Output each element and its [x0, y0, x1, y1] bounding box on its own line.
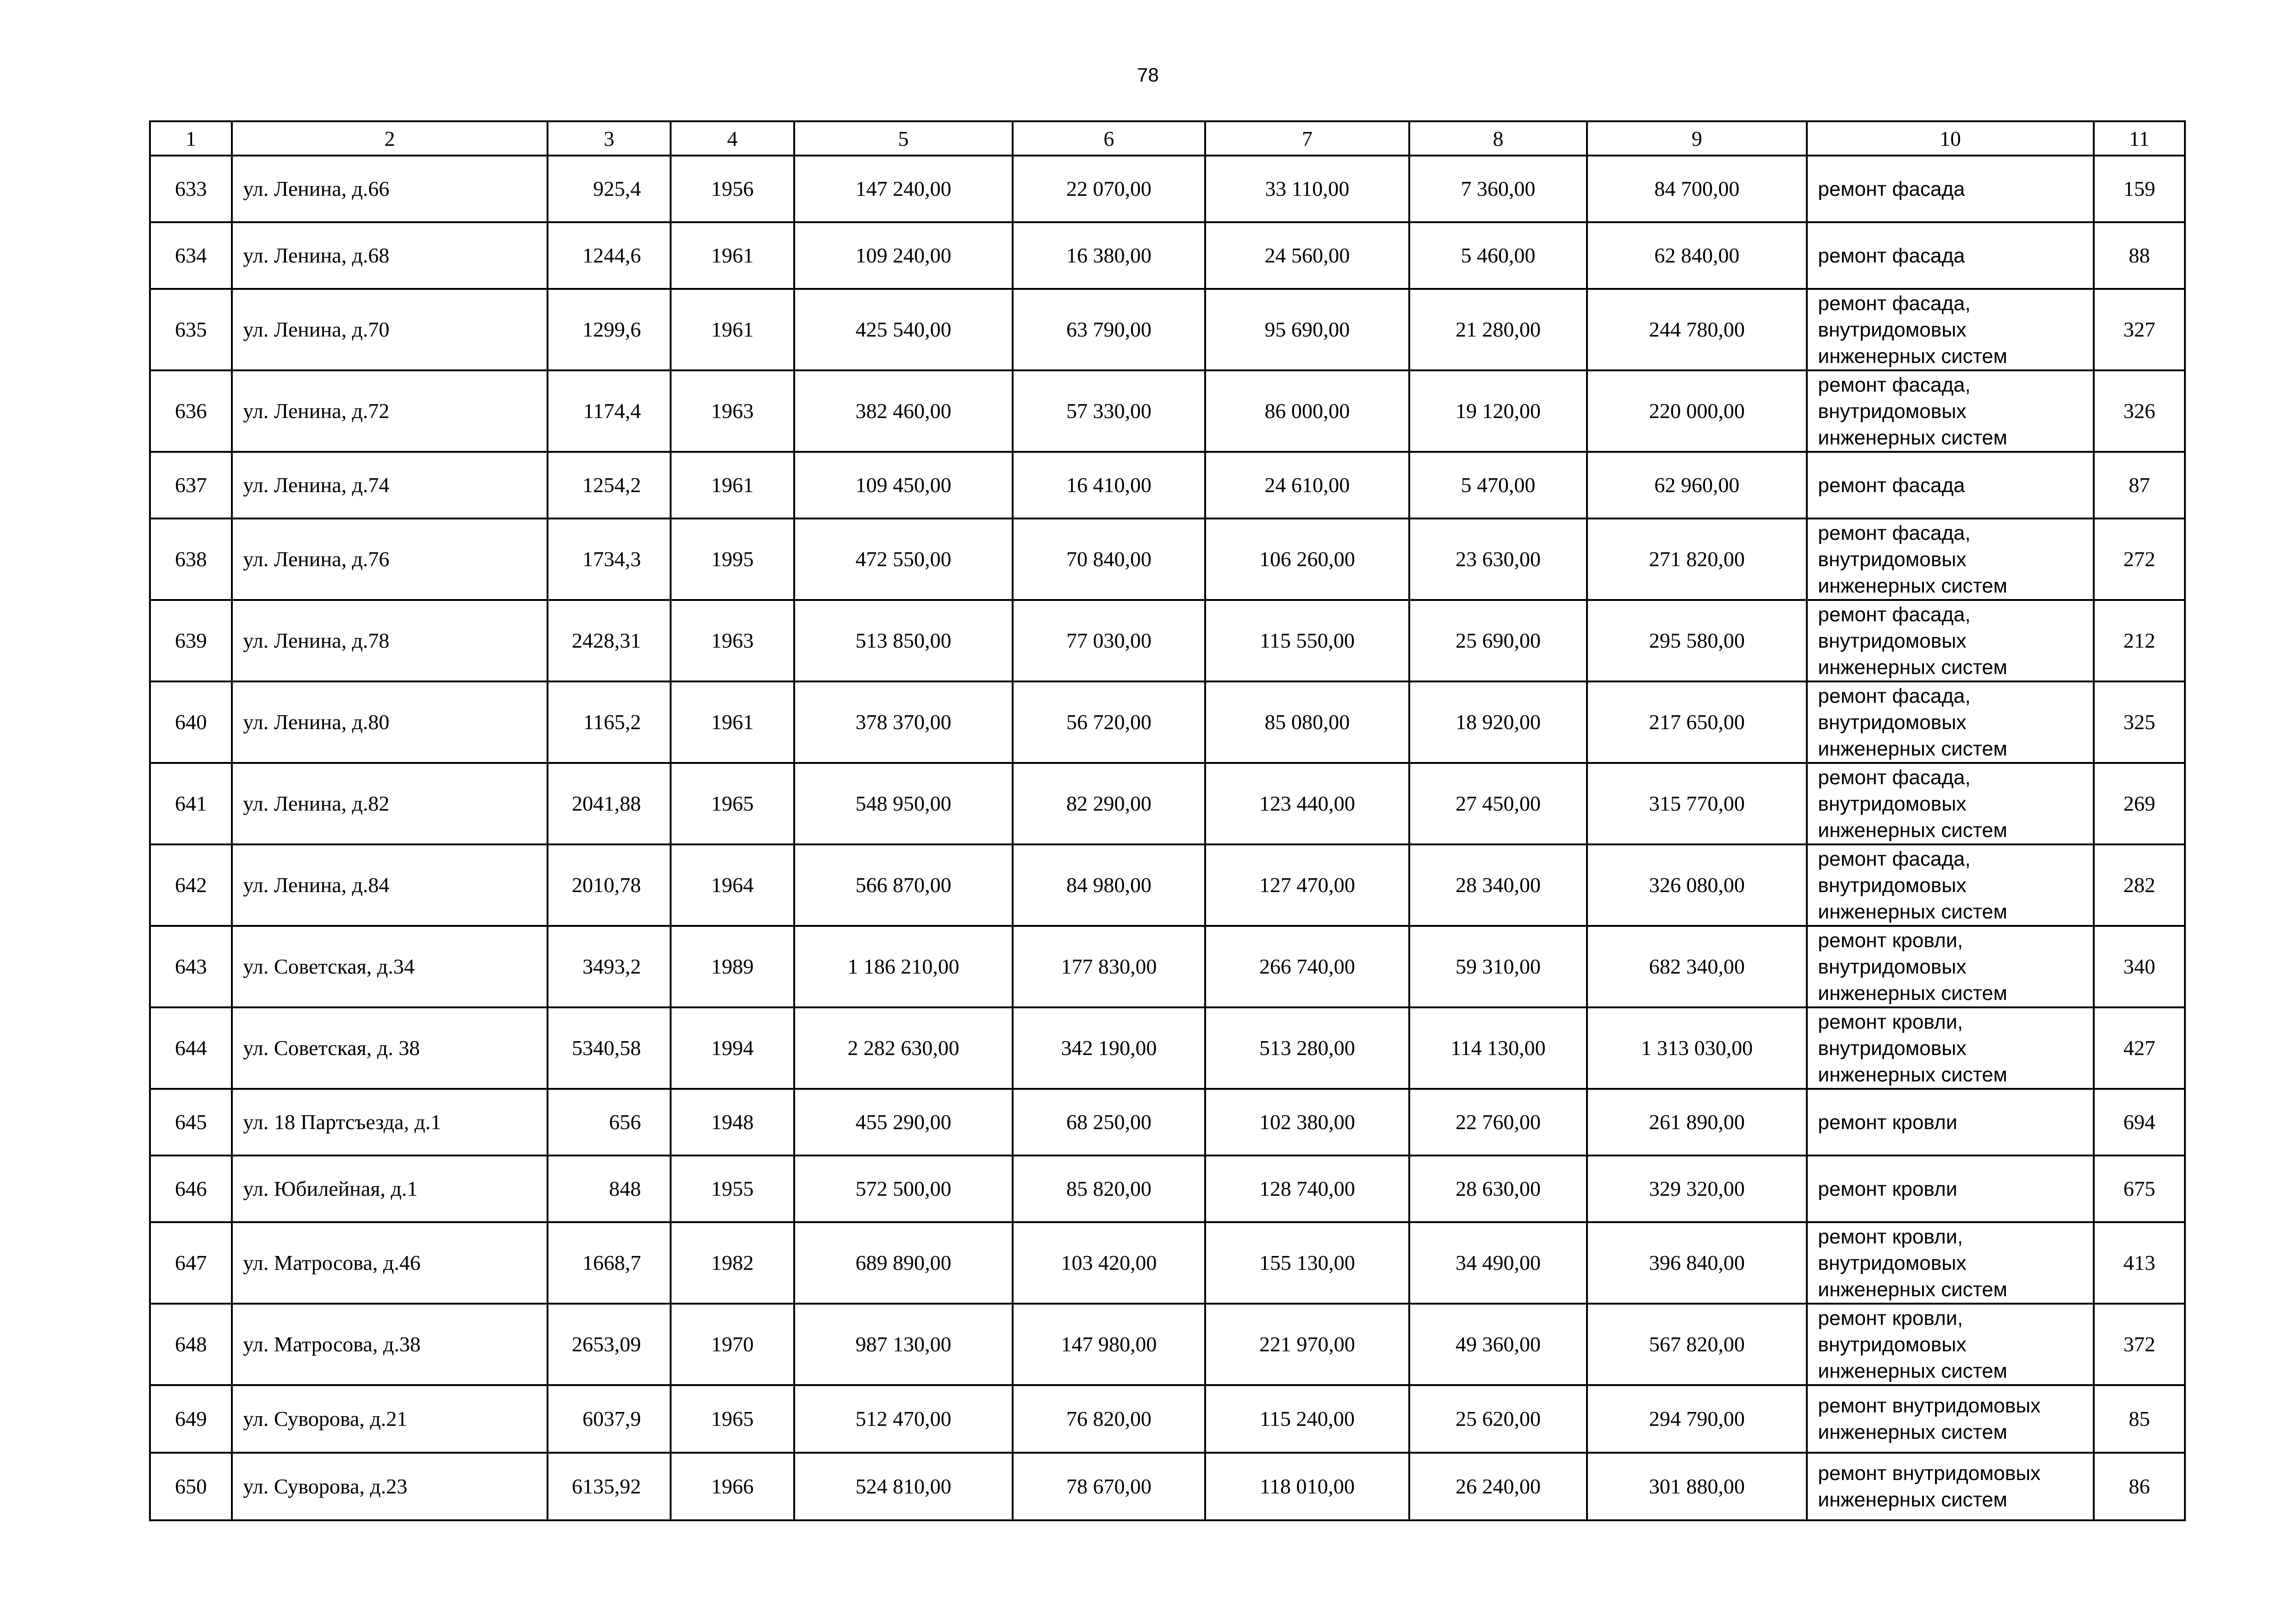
cost-col-9: 220 000,00: [1587, 370, 1807, 452]
row-number: 649: [150, 1385, 232, 1453]
year-built: 1956: [671, 156, 794, 222]
cost-col-8: 21 280,00: [1409, 289, 1587, 370]
row-number: 640: [150, 681, 232, 763]
cost-col-6: 82 290,00: [1013, 763, 1205, 844]
address: ул. Ленина, д.70: [232, 289, 548, 370]
year-built: 1961: [671, 222, 794, 289]
cost-col-8: 59 310,00: [1409, 926, 1587, 1007]
cost-col-6: 57 330,00: [1013, 370, 1205, 452]
row-number: 650: [150, 1453, 232, 1520]
area: 848: [548, 1156, 671, 1222]
work-type: ремонт кровли: [1807, 1156, 2094, 1222]
work-type: ремонт фасада, внутридомовых инженерных систем: [1807, 370, 2094, 452]
work-type: ремонт кровли, внутридомовых инженерных систем: [1807, 1007, 2094, 1089]
cost-col-8: 18 920,00: [1409, 681, 1587, 763]
col-11-value: 85: [2094, 1385, 2185, 1453]
cost-col-9: 261 890,00: [1587, 1089, 1807, 1156]
column-header: 7: [1205, 121, 1409, 156]
cost-col-9: 315 770,00: [1587, 763, 1807, 844]
cost-col-6: 78 670,00: [1013, 1453, 1205, 1520]
table-row: [150, 600, 2185, 681]
work-type: ремонт фасада: [1807, 452, 2094, 518]
cost-col-9: 396 840,00: [1587, 1222, 1807, 1304]
total-cost: 472 550,00: [794, 518, 1013, 600]
col-11-value: 413: [2094, 1222, 2185, 1304]
column-header: 6: [1013, 121, 1205, 156]
cost-col-7: 123 440,00: [1205, 763, 1409, 844]
work-type: ремонт кровли, внутридомовых инженерных систем: [1807, 926, 2094, 1007]
cost-col-7: 102 380,00: [1205, 1089, 1409, 1156]
address: ул. Юбилейная, д.1: [232, 1156, 548, 1222]
cost-col-6: 56 720,00: [1013, 681, 1205, 763]
area: 1299,6: [548, 289, 671, 370]
table-row: [150, 763, 2185, 844]
year-built: 1995: [671, 518, 794, 600]
cost-col-6: 77 030,00: [1013, 600, 1205, 681]
cost-col-8: 28 630,00: [1409, 1156, 1587, 1222]
col-11-value: 269: [2094, 763, 2185, 844]
address: ул. Ленина, д.74: [232, 452, 548, 518]
total-cost: 1 186 210,00: [794, 926, 1013, 1007]
cost-col-7: 85 080,00: [1205, 681, 1409, 763]
total-cost: 425 540,00: [794, 289, 1013, 370]
year-built: 1964: [671, 844, 794, 926]
area: 3493,2: [548, 926, 671, 1007]
cost-col-8: 25 690,00: [1409, 600, 1587, 681]
work-type: ремонт фасада: [1807, 222, 2094, 289]
year-built: 1965: [671, 1385, 794, 1453]
table-row: [150, 1304, 2185, 1385]
table-row: [150, 1453, 2185, 1520]
work-type: ремонт внутридомовых инженерных систем: [1807, 1385, 2094, 1453]
cost-col-7: 24 610,00: [1205, 452, 1409, 518]
work-type: ремонт фасада, внутридомовых инженерных систем: [1807, 681, 2094, 763]
total-cost: 689 890,00: [794, 1222, 1013, 1304]
cost-col-6: 22 070,00: [1013, 156, 1205, 222]
year-built: 1966: [671, 1453, 794, 1520]
cost-col-8: 26 240,00: [1409, 1453, 1587, 1520]
col-11-value: 372: [2094, 1304, 2185, 1385]
table-row: [150, 1156, 2185, 1222]
total-cost: 987 130,00: [794, 1304, 1013, 1385]
cost-col-6: 63 790,00: [1013, 289, 1205, 370]
cost-col-7: 95 690,00: [1205, 289, 1409, 370]
table-row: [150, 681, 2185, 763]
cost-col-9: 294 790,00: [1587, 1385, 1807, 1453]
cost-col-7: 115 550,00: [1205, 600, 1409, 681]
total-cost: 455 290,00: [794, 1089, 1013, 1156]
address: ул. Ленина, д.68: [232, 222, 548, 289]
address: ул. Ленина, д.78: [232, 600, 548, 681]
cost-col-9: 62 960,00: [1587, 452, 1807, 518]
year-built: 1965: [671, 763, 794, 844]
work-type: ремонт кровли, внутридомовых инженерных систем: [1807, 1222, 2094, 1304]
cost-col-9: 301 880,00: [1587, 1453, 1807, 1520]
cost-col-8: 114 130,00: [1409, 1007, 1587, 1089]
cost-col-7: 115 240,00: [1205, 1385, 1409, 1453]
address: ул. Советская, д. 38: [232, 1007, 548, 1089]
cost-col-6: 147 980,00: [1013, 1304, 1205, 1385]
col-11-value: 694: [2094, 1089, 2185, 1156]
address: ул. Матросова, д.46: [232, 1222, 548, 1304]
table-row: [150, 452, 2185, 518]
cost-col-8: 27 450,00: [1409, 763, 1587, 844]
cost-col-6: 85 820,00: [1013, 1156, 1205, 1222]
cost-col-9: 682 340,00: [1587, 926, 1807, 1007]
row-number: 643: [150, 926, 232, 1007]
cost-col-8: 28 340,00: [1409, 844, 1587, 926]
column-header: 5: [794, 121, 1013, 156]
cost-col-6: 103 420,00: [1013, 1222, 1205, 1304]
year-built: 1961: [671, 681, 794, 763]
col-11-value: 327: [2094, 289, 2185, 370]
col-11-value: 212: [2094, 600, 2185, 681]
area: 2653,09: [548, 1304, 671, 1385]
cost-col-7: 106 260,00: [1205, 518, 1409, 600]
col-11-value: 326: [2094, 370, 2185, 452]
col-11-value: 325: [2094, 681, 2185, 763]
total-cost: 2 282 630,00: [794, 1007, 1013, 1089]
cost-col-6: 76 820,00: [1013, 1385, 1205, 1453]
address: ул. Ленина, д.84: [232, 844, 548, 926]
total-cost: 382 460,00: [794, 370, 1013, 452]
cost-col-8: 34 490,00: [1409, 1222, 1587, 1304]
address: ул. 18 Партсъезда, д.1: [232, 1089, 548, 1156]
address: ул. Матросова, д.38: [232, 1304, 548, 1385]
col-11-value: 282: [2094, 844, 2185, 926]
year-built: 1994: [671, 1007, 794, 1089]
row-number: 642: [150, 844, 232, 926]
column-header: 9: [1587, 121, 1807, 156]
row-number: 636: [150, 370, 232, 452]
cost-col-8: 22 760,00: [1409, 1089, 1587, 1156]
total-cost: 566 870,00: [794, 844, 1013, 926]
year-built: 1948: [671, 1089, 794, 1156]
year-built: 1961: [671, 452, 794, 518]
work-type: ремонт внутридомовых инженерных систем: [1807, 1453, 2094, 1520]
work-type: ремонт фасада, внутридомовых инженерных систем: [1807, 600, 2094, 681]
cost-col-9: 329 320,00: [1587, 1156, 1807, 1222]
area: 925,4: [548, 156, 671, 222]
row-number: 633: [150, 156, 232, 222]
area: 1254,2: [548, 452, 671, 518]
row-number: 639: [150, 600, 232, 681]
cost-col-7: 86 000,00: [1205, 370, 1409, 452]
col-11-value: 675: [2094, 1156, 2185, 1222]
area: 1174,4: [548, 370, 671, 452]
area: 6037,9: [548, 1385, 671, 1453]
area: 2010,78: [548, 844, 671, 926]
cost-col-9: 84 700,00: [1587, 156, 1807, 222]
cost-col-8: 7 360,00: [1409, 156, 1587, 222]
column-header: 3: [548, 121, 671, 156]
cost-col-9: 326 080,00: [1587, 844, 1807, 926]
row-number: 635: [150, 289, 232, 370]
cost-col-6: 16 410,00: [1013, 452, 1205, 518]
cost-col-6: 84 980,00: [1013, 844, 1205, 926]
address: ул. Ленина, д.76: [232, 518, 548, 600]
area: 656: [548, 1089, 671, 1156]
column-header: 1: [150, 121, 232, 156]
address: ул. Ленина, д.82: [232, 763, 548, 844]
table-row: [150, 1222, 2185, 1304]
cost-col-7: 513 280,00: [1205, 1007, 1409, 1089]
row-number: 646: [150, 1156, 232, 1222]
total-cost: 524 810,00: [794, 1453, 1013, 1520]
table-row: [150, 156, 2185, 222]
row-number: 648: [150, 1304, 232, 1385]
row-number: 634: [150, 222, 232, 289]
address: ул. Суворова, д.21: [232, 1385, 548, 1453]
page-number: 78: [1137, 64, 1159, 86]
cost-col-6: 70 840,00: [1013, 518, 1205, 600]
col-11-value: 86: [2094, 1453, 2185, 1520]
cost-col-7: 155 130,00: [1205, 1222, 1409, 1304]
cost-col-7: 24 560,00: [1205, 222, 1409, 289]
col-11-value: 340: [2094, 926, 2185, 1007]
table-row: [150, 844, 2185, 926]
total-cost: 572 500,00: [794, 1156, 1013, 1222]
table-row: [150, 289, 2185, 370]
year-built: 1989: [671, 926, 794, 1007]
work-type: ремонт фасада, внутридомовых инженерных систем: [1807, 763, 2094, 844]
cost-col-7: 127 470,00: [1205, 844, 1409, 926]
cost-col-7: 221 970,00: [1205, 1304, 1409, 1385]
cost-col-9: 295 580,00: [1587, 600, 1807, 681]
column-header: 2: [232, 121, 548, 156]
year-built: 1963: [671, 370, 794, 452]
col-11-value: 272: [2094, 518, 2185, 600]
cost-col-6: 342 190,00: [1013, 1007, 1205, 1089]
cost-col-6: 177 830,00: [1013, 926, 1205, 1007]
total-cost: 109 450,00: [794, 452, 1013, 518]
row-number: 641: [150, 763, 232, 844]
table-row: [150, 926, 2185, 1007]
table-row: [150, 518, 2185, 600]
cost-col-6: 68 250,00: [1013, 1089, 1205, 1156]
cost-col-8: 23 630,00: [1409, 518, 1587, 600]
cost-col-9: 244 780,00: [1587, 289, 1807, 370]
total-cost: 378 370,00: [794, 681, 1013, 763]
cost-col-7: 266 740,00: [1205, 926, 1409, 1007]
repair-schedule-table: [149, 120, 2186, 1521]
table-row: [150, 1007, 2185, 1089]
total-cost: 109 240,00: [794, 222, 1013, 289]
total-cost: 512 470,00: [794, 1385, 1013, 1453]
cost-col-8: 49 360,00: [1409, 1304, 1587, 1385]
address: ул. Ленина, д.72: [232, 370, 548, 452]
work-type: ремонт фасада: [1807, 156, 2094, 222]
work-type: ремонт фасада, внутридомовых инженерных систем: [1807, 844, 2094, 926]
work-type: ремонт кровли, внутридомовых инженерных систем: [1807, 1304, 2094, 1385]
work-type: ремонт фасада, внутридомовых инженерных систем: [1807, 518, 2094, 600]
table-row: [150, 222, 2185, 289]
area: 1244,6: [548, 222, 671, 289]
col-11-value: 159: [2094, 156, 2185, 222]
year-built: 1955: [671, 1156, 794, 1222]
area: 2041,88: [548, 763, 671, 844]
row-number: 638: [150, 518, 232, 600]
col-11-value: 88: [2094, 222, 2185, 289]
table-row: [150, 1089, 2185, 1156]
total-cost: 513 850,00: [794, 600, 1013, 681]
table-row: [150, 370, 2185, 452]
cost-col-8: 5 470,00: [1409, 452, 1587, 518]
cost-col-6: 16 380,00: [1013, 222, 1205, 289]
cost-col-7: 118 010,00: [1205, 1453, 1409, 1520]
area: 6135,92: [548, 1453, 671, 1520]
total-cost: 548 950,00: [794, 763, 1013, 844]
column-header: 11: [2094, 121, 2185, 156]
area: 1734,3: [548, 518, 671, 600]
column-header: 4: [671, 121, 794, 156]
cost-col-8: 5 460,00: [1409, 222, 1587, 289]
cost-col-9: 271 820,00: [1587, 518, 1807, 600]
cost-col-7: 128 740,00: [1205, 1156, 1409, 1222]
cost-col-9: 567 820,00: [1587, 1304, 1807, 1385]
year-built: 1961: [671, 289, 794, 370]
year-built: 1982: [671, 1222, 794, 1304]
column-number-header-row: [150, 121, 2185, 156]
area: 2428,31: [548, 600, 671, 681]
column-header: 10: [1807, 121, 2094, 156]
total-cost: 147 240,00: [794, 156, 1013, 222]
col-11-value: 427: [2094, 1007, 2185, 1089]
year-built: 1970: [671, 1304, 794, 1385]
cost-col-9: 62 840,00: [1587, 222, 1807, 289]
row-number: 637: [150, 452, 232, 518]
address: ул. Ленина, д.66: [232, 156, 548, 222]
address: ул. Советская, д.34: [232, 926, 548, 1007]
area: 1668,7: [548, 1222, 671, 1304]
area: 5340,58: [548, 1007, 671, 1089]
address: ул. Суворова, д.23: [232, 1453, 548, 1520]
address: ул. Ленина, д.80: [232, 681, 548, 763]
row-number: 644: [150, 1007, 232, 1089]
year-built: 1963: [671, 600, 794, 681]
cost-col-8: 25 620,00: [1409, 1385, 1587, 1453]
row-number: 645: [150, 1089, 232, 1156]
cost-col-7: 33 110,00: [1205, 156, 1409, 222]
row-number: 647: [150, 1222, 232, 1304]
column-header: 8: [1409, 121, 1587, 156]
work-type: ремонт фасада, внутридомовых инженерных систем: [1807, 289, 2094, 370]
cost-col-9: 217 650,00: [1587, 681, 1807, 763]
cost-col-9: 1 313 030,00: [1587, 1007, 1807, 1089]
work-type: ремонт кровли: [1807, 1089, 2094, 1156]
table-row: [150, 1385, 2185, 1453]
col-11-value: 87: [2094, 452, 2185, 518]
area: 1165,2: [548, 681, 671, 763]
cost-col-8: 19 120,00: [1409, 370, 1587, 452]
